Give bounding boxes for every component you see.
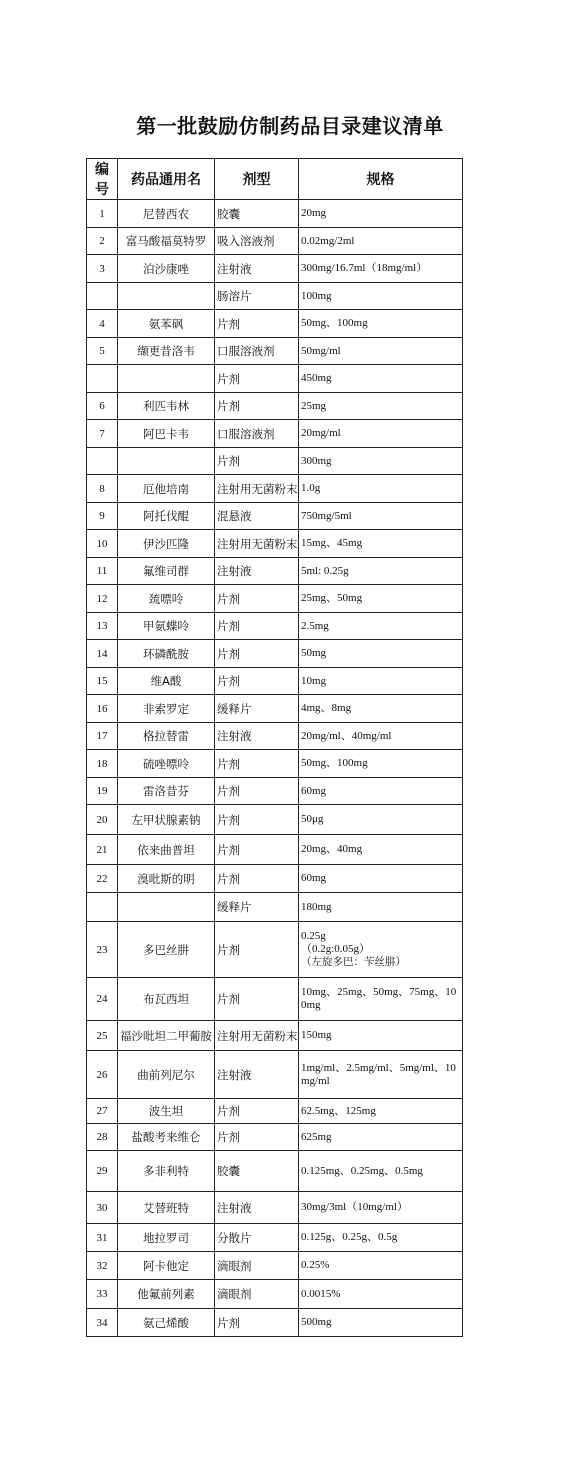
drug-name: 阿托伐醌 [118, 503, 215, 530]
dosage-form: 混悬液 [215, 503, 299, 530]
specification [299, 503, 463, 530]
table-row [87, 503, 463, 530]
table-row [87, 668, 463, 695]
row-number: 22 [87, 865, 118, 893]
row-number: 33 [87, 1280, 118, 1309]
specification [299, 283, 463, 310]
drug-name: 氟维司群 [118, 558, 215, 585]
table-row [87, 613, 463, 640]
dosage-form: 片剂 [215, 778, 299, 805]
dosage-form: 片剂 [215, 750, 299, 778]
table-row [87, 365, 463, 393]
specification [299, 668, 463, 695]
drug-name: 他氟前列素 [118, 1280, 215, 1309]
row-number: 10 [87, 530, 118, 558]
specification-line: 20mg/ml [301, 427, 341, 439]
table-row [87, 723, 463, 750]
row-number: 18 [87, 750, 118, 778]
drug-list-table [86, 158, 463, 1337]
specification-line: 300mg/16.7ml（18mg/ml） [301, 262, 428, 274]
row-number: 34 [87, 1309, 118, 1337]
table-row [87, 778, 463, 805]
drug-name: 依来曲普坦 [118, 835, 215, 865]
table-row [87, 338, 463, 365]
specification [299, 893, 463, 922]
specification [299, 978, 463, 1021]
row-number: 32 [87, 1252, 118, 1280]
table-row [87, 448, 463, 475]
dosage-form: 片剂 [215, 922, 299, 978]
dosage-form: 片剂 [215, 393, 299, 420]
row-number: 12 [87, 585, 118, 613]
specification-line: 500mg [301, 1316, 332, 1328]
specification-line: 50mg、100mg [301, 757, 368, 769]
specification-line: 1.0g [301, 482, 321, 494]
table-row [87, 558, 463, 585]
drug-name: 溴吡斯的明 [118, 865, 215, 893]
dosage-form: 注射液 [215, 723, 299, 750]
row-number: 17 [87, 723, 118, 750]
table-row [87, 750, 463, 778]
drug-name: 波生坦 [118, 1099, 215, 1124]
specification-line: 50mg、100mg [301, 317, 368, 329]
specification-line: 5ml: 0.25g [301, 564, 349, 577]
drug-name: 巯嘌呤 [118, 585, 215, 613]
specification-line: 4mg、8mg [301, 702, 352, 714]
specification-line: 0.25g [301, 930, 326, 942]
dosage-form: 片剂 [215, 978, 299, 1021]
specification [299, 1252, 463, 1280]
table-row [87, 1192, 463, 1224]
specification [299, 1192, 463, 1224]
specification-line: 60mg [301, 872, 327, 884]
row-number: 6 [87, 393, 118, 420]
row-number: 8 [87, 475, 118, 503]
specification [299, 475, 463, 503]
specification-line: 10mg [301, 674, 327, 687]
specification [299, 530, 463, 558]
specification [299, 200, 463, 228]
row-number [87, 365, 118, 393]
specification [299, 393, 463, 420]
dosage-form: 滴眼剂 [215, 1252, 299, 1280]
table-row [87, 420, 463, 448]
table-row [87, 695, 463, 723]
specification-line: 20mg [301, 207, 327, 219]
dosage-form: 注射用无菌粉末 [215, 1021, 299, 1051]
drug-name: 氨苯砜 [118, 310, 215, 338]
specification-line: 450mg [301, 372, 332, 384]
specification-line: 300mg [301, 454, 332, 467]
row-number: 3 [87, 255, 118, 283]
table-row [87, 805, 463, 835]
specification [299, 835, 463, 865]
row-number: 24 [87, 978, 118, 1021]
specification [299, 1224, 463, 1252]
specification [299, 558, 463, 585]
row-number: 31 [87, 1224, 118, 1252]
drug-name: 布瓦西坦 [118, 978, 215, 1021]
header-drug-name: 药品通用名 [118, 159, 215, 200]
table-row [87, 200, 463, 228]
dosage-form: 片剂 [215, 585, 299, 613]
drug-name: 维A酸 [118, 668, 215, 695]
dosage-form: 注射用无菌粉末 [215, 475, 299, 503]
row-number: 27 [87, 1099, 118, 1124]
drug-name: 尼替西农 [118, 200, 215, 228]
specification [299, 640, 463, 668]
specification-line: 20mg/ml、40mg/ml [301, 729, 392, 742]
table-row [87, 585, 463, 613]
specification [299, 1099, 463, 1124]
dosage-form: 片剂 [215, 805, 299, 835]
dosage-form: 片剂 [215, 865, 299, 893]
specification [299, 338, 463, 365]
specification-line: 100mg [301, 289, 332, 302]
dosage-form: 注射液 [215, 1192, 299, 1224]
table-row [87, 922, 463, 978]
dosage-form: 肠溶片 [215, 283, 299, 310]
row-number: 25 [87, 1021, 118, 1051]
row-number: 14 [87, 640, 118, 668]
specification [299, 255, 463, 283]
specification [299, 228, 463, 255]
dosage-form: 片剂 [215, 613, 299, 640]
table-row [87, 640, 463, 668]
table-row [87, 475, 463, 503]
specification-line: 0.0015% [301, 1287, 341, 1300]
table-row [87, 865, 463, 893]
drug-name: 格拉替雷 [118, 723, 215, 750]
dosage-form: 胶囊 [215, 1151, 299, 1192]
row-number: 2 [87, 228, 118, 255]
drug-name: 甲氨蝶呤 [118, 613, 215, 640]
specification-line: 0.125mg、0.25mg、0.5mg [301, 1164, 423, 1177]
specification [299, 310, 463, 338]
dosage-form: 缓释片 [215, 893, 299, 922]
specification [299, 1151, 463, 1192]
row-number: 16 [87, 695, 118, 723]
specification-line: 50μg [301, 813, 324, 825]
drug-name [118, 365, 215, 393]
row-number: 20 [87, 805, 118, 835]
table-row [87, 255, 463, 283]
specification [299, 805, 463, 835]
specification-line: 0.125g、0.25g、0.5g [301, 1231, 398, 1243]
dosage-form: 片剂 [215, 1099, 299, 1124]
specification [299, 778, 463, 805]
dosage-form: 注射液 [215, 558, 299, 585]
dosage-form: 口服溶液剂 [215, 420, 299, 448]
row-number: 4 [87, 310, 118, 338]
row-number [87, 893, 118, 922]
dosage-form: 胶囊 [215, 200, 299, 228]
dosage-form: 滴眼剂 [215, 1280, 299, 1309]
table-row [87, 1280, 463, 1309]
table-row [87, 393, 463, 420]
dosage-form: 片剂 [215, 448, 299, 475]
specification [299, 1051, 463, 1099]
specification-line: 62.5mg、125mg [301, 1104, 376, 1117]
table-row [87, 228, 463, 255]
dosage-form: 注射液 [215, 255, 299, 283]
drug-name [118, 283, 215, 310]
dosage-form: 口服溶液剂 [215, 338, 299, 365]
dosage-form: 缓释片 [215, 695, 299, 723]
specification-line: 25mg、50mg [301, 592, 363, 604]
table-row [87, 1309, 463, 1337]
specification [299, 695, 463, 723]
drug-name: 非索罗定 [118, 695, 215, 723]
specification [299, 1124, 463, 1151]
row-number [87, 448, 118, 475]
table-row [87, 1021, 463, 1051]
specification [299, 365, 463, 393]
specification [299, 750, 463, 778]
specification [299, 723, 463, 750]
drug-name: 雷洛昔芬 [118, 778, 215, 805]
specification-line: 150mg [301, 1029, 332, 1041]
drug-name: 曲前列尼尔 [118, 1051, 215, 1099]
specification-line: 50mg [301, 647, 327, 659]
specification [299, 865, 463, 893]
dosage-form: 片剂 [215, 365, 299, 393]
row-number: 15 [87, 668, 118, 695]
row-number: 28 [87, 1124, 118, 1151]
drug-name: 富马酸福莫特罗 [118, 228, 215, 255]
header-number: 编号 [87, 159, 118, 200]
table-row [87, 1099, 463, 1124]
drug-name: 阿巴卡韦 [118, 420, 215, 448]
drug-name: 盐酸考来维仑 [118, 1124, 215, 1151]
dosage-form: 片剂 [215, 835, 299, 865]
row-number: 7 [87, 420, 118, 448]
table-row [87, 310, 463, 338]
dosage-form: 吸入溶液剂 [215, 228, 299, 255]
specification [299, 613, 463, 640]
specification [299, 448, 463, 475]
dosage-form: 片剂 [215, 640, 299, 668]
dosage-form: 片剂 [215, 1124, 299, 1151]
specification-line: 0.25% [301, 1259, 330, 1271]
specification-line: 0.02mg/2ml [301, 234, 355, 247]
table-row [87, 1224, 463, 1252]
specification [299, 922, 463, 978]
drug-name [118, 893, 215, 922]
specification-line: 25mg [301, 399, 327, 412]
specification [299, 1309, 463, 1337]
drug-name: 福沙吡坦二甲葡胺 [118, 1021, 215, 1051]
specification-line: 2.5mg [301, 619, 329, 632]
drug-name: 泊沙康唑 [118, 255, 215, 283]
row-number [87, 283, 118, 310]
row-number: 13 [87, 613, 118, 640]
table-body [87, 200, 463, 1337]
drug-name: 硫唑嘌呤 [118, 750, 215, 778]
drug-name: 伊沙匹隆 [118, 530, 215, 558]
specification-line: 750mg/5ml [301, 509, 352, 522]
table-row [87, 1252, 463, 1280]
dosage-form: 片剂 [215, 310, 299, 338]
document-title: 第一批鼓励仿制药品目录建议清单 [136, 114, 444, 138]
drug-name: 氨己烯酸 [118, 1309, 215, 1337]
drug-name: 多非利特 [118, 1151, 215, 1192]
specification [299, 585, 463, 613]
header-specification: 规格 [299, 159, 463, 200]
dosage-form: 分散片 [215, 1224, 299, 1252]
specification-line: 20mg、40mg [301, 843, 363, 855]
drug-name: 地拉罗司 [118, 1224, 215, 1252]
table-row [87, 1051, 463, 1099]
drug-name: 利匹韦林 [118, 393, 215, 420]
dosage-form: 注射液 [215, 1051, 299, 1099]
specification-line: 180mg [301, 900, 332, 913]
row-number: 21 [87, 835, 118, 865]
row-number: 30 [87, 1192, 118, 1224]
drug-name: 环磷酰胺 [118, 640, 215, 668]
specification [299, 1021, 463, 1051]
row-number: 26 [87, 1051, 118, 1099]
specification-line: 60mg [301, 784, 327, 797]
specification-line: 625mg [301, 1130, 332, 1143]
table-header-row [87, 159, 463, 200]
drug-name: 多巴丝肼 [118, 922, 215, 978]
specification-line: 50mg/ml [301, 344, 341, 357]
dosage-form: 注射用无菌粉末 [215, 530, 299, 558]
table-row [87, 893, 463, 922]
row-number: 9 [87, 503, 118, 530]
specification-line: 30mg/3ml（10mg/ml） [301, 1201, 408, 1213]
table-row [87, 835, 463, 865]
specification-line: 15mg、45mg [301, 537, 363, 549]
drug-name: 阿卡他定 [118, 1252, 215, 1280]
table-row [87, 530, 463, 558]
row-number: 29 [87, 1151, 118, 1192]
specification-line: 1mg/ml、2.5mg/ml、5mg/ml、10mg/ml [301, 1061, 456, 1087]
row-number: 23 [87, 922, 118, 978]
table-row [87, 1151, 463, 1192]
dosage-form: 片剂 [215, 1309, 299, 1337]
specification-line: （左旋多巴：苄丝肼） [301, 956, 406, 968]
header-dosage-form: 剂型 [215, 159, 299, 200]
row-number: 11 [87, 558, 118, 585]
table-row [87, 1124, 463, 1151]
row-number: 5 [87, 338, 118, 365]
specification-line: （0.2g:0.05g） [301, 943, 371, 955]
specification [299, 420, 463, 448]
drug-name: 艾替班特 [118, 1192, 215, 1224]
specification [299, 1280, 463, 1309]
specification-line: 10mg、25mg、50mg、75mg、100mg [301, 986, 457, 1011]
drug-name: 左甲状腺素钠 [118, 805, 215, 835]
drug-name [118, 448, 215, 475]
drug-name: 缬更昔洛韦 [118, 338, 215, 365]
drug-name: 厄他培南 [118, 475, 215, 503]
dosage-form: 片剂 [215, 668, 299, 695]
table-row [87, 283, 463, 310]
row-number: 19 [87, 778, 118, 805]
table-row [87, 978, 463, 1021]
row-number: 1 [87, 200, 118, 228]
